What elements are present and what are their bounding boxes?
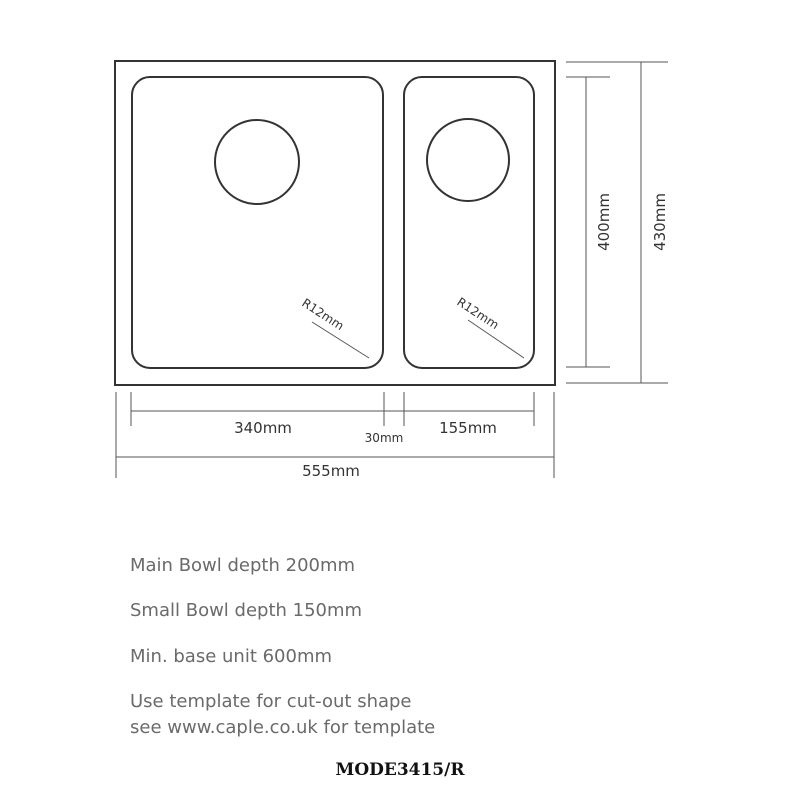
- height-430-label: 430mm: [651, 193, 669, 251]
- small-radius-label: R12mm: [454, 294, 502, 333]
- template-note-line1: Use template for cut-out shape: [130, 691, 412, 712]
- main-radius-label: R12mm: [299, 295, 347, 334]
- main-bowl-depth-note: Main Bowl depth 200mm: [130, 555, 356, 576]
- min-base-unit-note: Min. base unit 600mm: [130, 646, 333, 667]
- small-bowl-width-label: 155mm: [439, 419, 497, 437]
- gap-width-label: 30mm: [364, 431, 404, 445]
- small-bowl-drain: [427, 119, 509, 201]
- total-width-label: 555mm: [302, 462, 360, 480]
- main-bowl-width-label: 340mm: [234, 419, 292, 437]
- height-400-label: 400mm: [595, 193, 613, 251]
- small-bowl: [404, 77, 534, 368]
- template-note-line2: see www.caple.co.uk for template: [130, 717, 436, 738]
- small-bowl-depth-note: Small Bowl depth 150mm: [130, 600, 363, 621]
- main-bowl-drain: [215, 120, 299, 204]
- model-code: MODE3415/R: [335, 760, 465, 780]
